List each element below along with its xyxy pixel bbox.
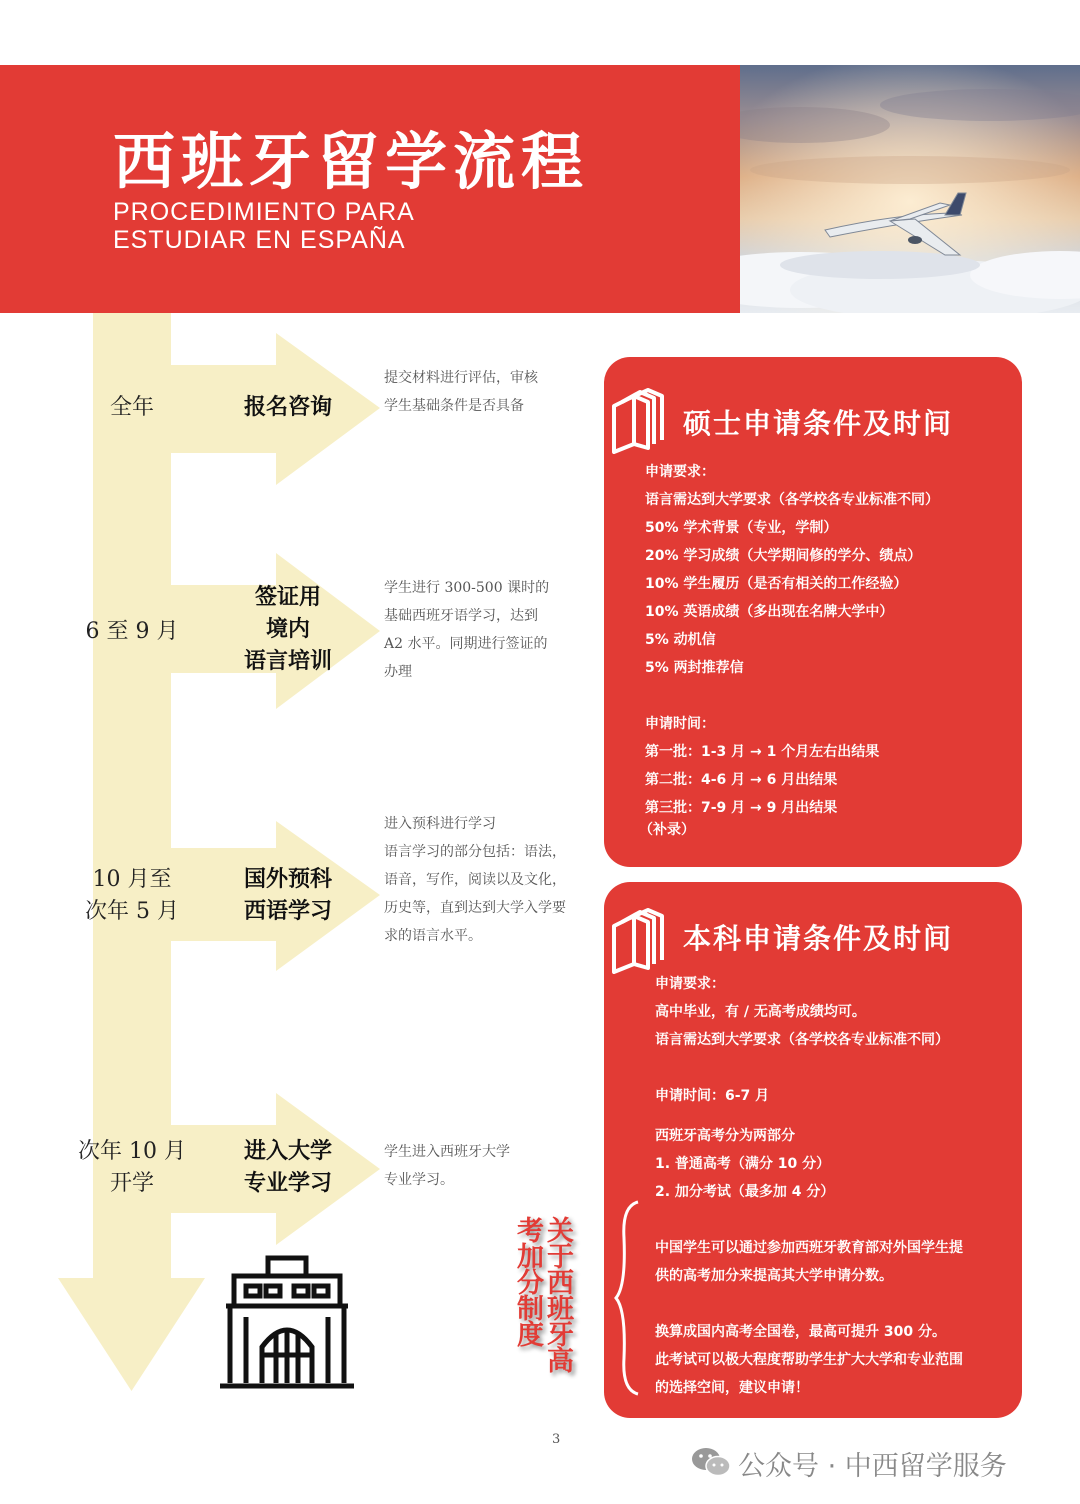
bachelor-line (655, 1054, 949, 1082)
master-line: 第一批：1-3 月 → 1 个月左右出结果 (645, 744, 880, 760)
master-line: 50% 学术背景（专业，学制） (645, 520, 838, 536)
bonus-line: 的选择空间，建议申请！ (655, 1380, 809, 1396)
master-line: 5% 两封推荐信 (645, 660, 744, 676)
stage-4-time (62, 1136, 202, 1200)
stage-1-title (223, 392, 353, 424)
watermark-text: 公众号 · 中西留学服务 (738, 1451, 1007, 1482)
stage-4-desc-line: 学生进入西班牙大学 (384, 1144, 510, 1160)
university-building-icon (218, 1255, 356, 1392)
master-line: 第二批：4-6 月 → 6 月出结果 (645, 772, 838, 788)
bachelor-line: 高中毕业，有 / 无高考成绩均可。 (655, 1004, 866, 1020)
stage-3-time-line: 10 月至 (92, 867, 172, 892)
stage-3-title-line: 西语学习 (243, 899, 332, 924)
master-box-title: 硕士申请条件及时间 (683, 407, 954, 440)
bachelor-line: 申请要求： (655, 976, 725, 992)
stage-1-title-line: 报名咨询 (243, 395, 332, 420)
bachelor-bonus-text (655, 1234, 963, 1402)
bonus-line (655, 1290, 963, 1318)
bachelor-line: 西班牙高考分为两部分 (655, 1128, 795, 1144)
master-note: （补录） (639, 822, 695, 838)
airplane-photo (740, 65, 1080, 313)
stage-4-title-line: 进入大学 (243, 1139, 332, 1164)
stage-1-time (62, 392, 202, 424)
page-title: 西班牙留学流程 (113, 125, 590, 198)
stage-4-title-line: 专业学习 (243, 1171, 332, 1196)
bonus-side-label (512, 1216, 572, 1396)
master-requirements (639, 458, 939, 838)
master-line: 第三批：7-9 月 → 9 月出结果 (645, 800, 838, 816)
master-line (645, 682, 939, 710)
stage-3-time-line: 次年 5 月 (85, 899, 179, 924)
master-line: 5% 动机信 (645, 632, 716, 648)
stage-2-desc (384, 574, 599, 686)
stage-2-title-line: 语言培训 (243, 649, 332, 674)
stage-4-desc-line: 专业学习。 (384, 1172, 454, 1188)
stage-3-desc (384, 810, 599, 950)
master-line: 20% 学习成绩（大学期间修的学分、绩点） (645, 548, 922, 564)
stage-3-desc-line: 历史等，直到达到大学入学要 (384, 900, 566, 916)
master-line: 申请时间： (645, 716, 715, 732)
stage-2-title (223, 582, 353, 678)
stage-2-time-line: 6 至 9 月 (85, 619, 179, 644)
stage-2-desc-line: 学生进行 300-500 课时的 (384, 580, 550, 596)
stage-2-desc-line: 基础西班牙语学习，达到 (384, 608, 538, 624)
bachelor-line: 语言需达到大学要求（各学校各专业标准不同） (655, 1032, 949, 1048)
stage-2-desc-line: 办理 (384, 664, 412, 680)
stage-2-time (62, 616, 202, 648)
bachelor-line: 1. 普通高考（满分 10 分） (655, 1156, 831, 1172)
stage-4-title (223, 1136, 353, 1200)
bonus-side-label-1: 关于西班牙 (542, 1216, 573, 1346)
bonus-line: 换算成国内高考全国卷，最高可提升 300 分。 (655, 1324, 946, 1340)
bachelor-line: 2. 加分考试（最多加 4 分） (655, 1184, 835, 1200)
stage-1-desc-line: 学生基础条件是否具备 (384, 398, 524, 414)
stage-1-time-line: 全年 (109, 395, 154, 420)
stage-2-title-line: 境内 (265, 617, 310, 642)
stage-3-desc-line: 进入预科进行学习 (384, 816, 496, 832)
wechat-icon (690, 1444, 732, 1480)
airplane-illustration (740, 65, 1080, 313)
stage-4-time-line: 开学 (109, 1171, 154, 1196)
books-icon (608, 388, 666, 454)
bonus-side-label-2: 高考加分制度 (512, 1216, 573, 1372)
stage-1-desc (384, 364, 599, 420)
bonus-line: 供的高考加分来提高其大学申请分数。 (655, 1268, 893, 1284)
stage-3-desc-line: 求的语言水平。 (384, 928, 482, 944)
stage-3-title (223, 864, 353, 928)
stage-3-time (62, 864, 202, 928)
master-line: 10% 学生履历（是否有相关的工作经验） (645, 576, 908, 592)
stage-1-desc-line: 提交材料进行评估，审核 (384, 370, 538, 386)
stage-2-desc-line: A2 水平。同期进行签证的 (384, 636, 548, 652)
bachelor-requirements (655, 970, 949, 1206)
page-number: 3 (552, 1432, 561, 1447)
stage-3-desc-line: 语音，写作，阅读以及文化， (384, 872, 566, 888)
subtitle-line-2: ESTUDIAR EN ESPAÑA (113, 226, 406, 254)
master-line: 申请要求： (645, 464, 715, 480)
bachelor-box-title: 本科申请条件及时间 (683, 922, 954, 955)
bachelor-line: 申请时间：6-7 月 (655, 1088, 770, 1104)
curly-brace-icon (614, 1198, 644, 1398)
stage-2-title-line: 签证用 (254, 585, 321, 610)
bonus-line: 中国学生可以通过参加西班牙教育部对外国学生提 (655, 1240, 963, 1256)
bachelor-line (655, 1110, 949, 1122)
master-line: 语言需达到大学要求（各学校各专业标准不同） (645, 492, 939, 508)
stage-4-time-line: 次年 10 月 (78, 1139, 186, 1164)
books-icon (608, 908, 666, 974)
stage-4-desc (384, 1138, 599, 1194)
master-line: 10% 英语成绩（多出现在名牌大学中） (645, 604, 894, 620)
page-subtitle (113, 198, 415, 254)
bonus-line: 此考试可以极大程度帮助学生扩大大学和专业范围 (655, 1352, 963, 1368)
stage-3-title-line: 国外预科 (243, 867, 332, 892)
subtitle-line-1: PROCEDIMIENTO PARA (113, 198, 415, 226)
stage-3-desc-line: 语言学习的部分包括：语法， (384, 844, 566, 860)
